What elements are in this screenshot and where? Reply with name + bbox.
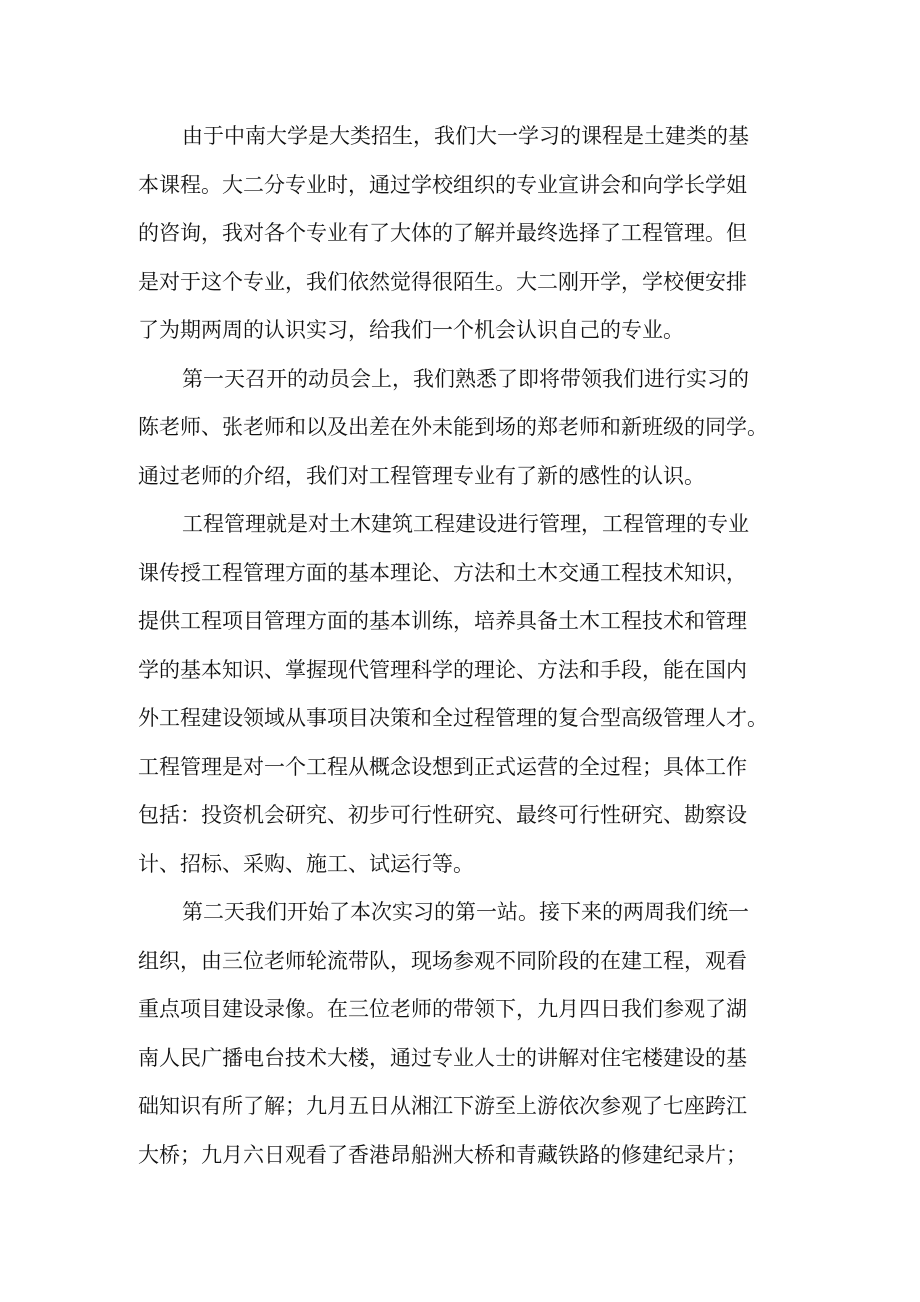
paragraph-3: [138, 500, 788, 888]
paragraph-line: 是对于这个专业，我们依然觉得很陌生。大二刚开学，学校便安排: [138, 269, 747, 294]
paragraph-line: 南人民广播电台技术大楼，通过专业人士的讲解对住宅楼建设的基: [138, 1045, 747, 1070]
paragraph-line: 大桥；九月六日观看了香港昂船洲大桥和青藏铁路的修建纪录片；: [138, 1142, 747, 1167]
paragraph-line: 的咨询，我对各个专业有了大体的了解并最终选择了工程管理。但: [138, 221, 747, 245]
paragraph-line: 础知识有所了解；九月五日从湘江下游至上游依次参观了七座跨江: [138, 1094, 747, 1118]
paragraph-line: 本课程。大二分专业时，通过学校组织的专业宣讲会和向学长学姐: [138, 172, 747, 197]
paragraph-line: 计、招标、采购、施工、试运行等。: [138, 851, 474, 876]
paragraph-line: 了为期两周的认识实习，给我们一个机会认识自己的专业。: [138, 318, 684, 342]
paragraph-line: 课传授工程管理方面的基本理论、方法和土木交通工程技术知识，: [138, 560, 747, 585]
paragraph-2: [138, 355, 788, 501]
document-body: [138, 112, 788, 1179]
paragraph-1: [138, 112, 788, 355]
paragraph-line: 重点项目建设录像。在三位老师的带领下，九月四日我们参观了湖: [138, 997, 747, 1021]
paragraph-line: 由于中南大学是大类招生，我们大一学习的课程是土建类的基: [182, 124, 749, 148]
paragraph-line: 学的基本知识、掌握现代管理科学的理论、方法和手段，能在国内: [138, 657, 747, 682]
paragraph-line: 外工程建设领域从事项目决策和全过程管理的复合型高级管理人才。: [138, 706, 768, 730]
paragraph-line: 组织，由三位老师轮流带队，现场参观不同阶段的在建工程，观看: [138, 948, 747, 973]
paragraph-line: 工程管理是对一个工程从概念设想到正式运营的全过程；具体工作: [138, 754, 747, 779]
paragraph-4: [138, 888, 788, 1179]
paragraph-line: 第一天召开的动员会上，我们熟悉了即将带领我们进行实习的: [182, 366, 749, 391]
paragraph-line: 通过老师的介绍，我们对工程管理专业有了新的感性的认识。: [138, 463, 705, 488]
paragraph-line: 工程管理就是对土木建筑工程建设进行管理，工程管理的专业: [182, 512, 749, 536]
paragraph-line: 包括：投资机会研究、初步可行性研究、最终可行性研究、勘察设: [138, 803, 747, 827]
paragraph-line: 陈老师、张老师和以及出差在外未能到场的郑老师和新班级的同学。: [138, 415, 768, 439]
paragraph-line: 第二天我们开始了本次实习的第一站。接下来的两周我们统一: [182, 900, 749, 924]
paragraph-line: 提供工程项目管理方面的基本训练，培养具备土木工程技术和管理: [138, 609, 747, 633]
